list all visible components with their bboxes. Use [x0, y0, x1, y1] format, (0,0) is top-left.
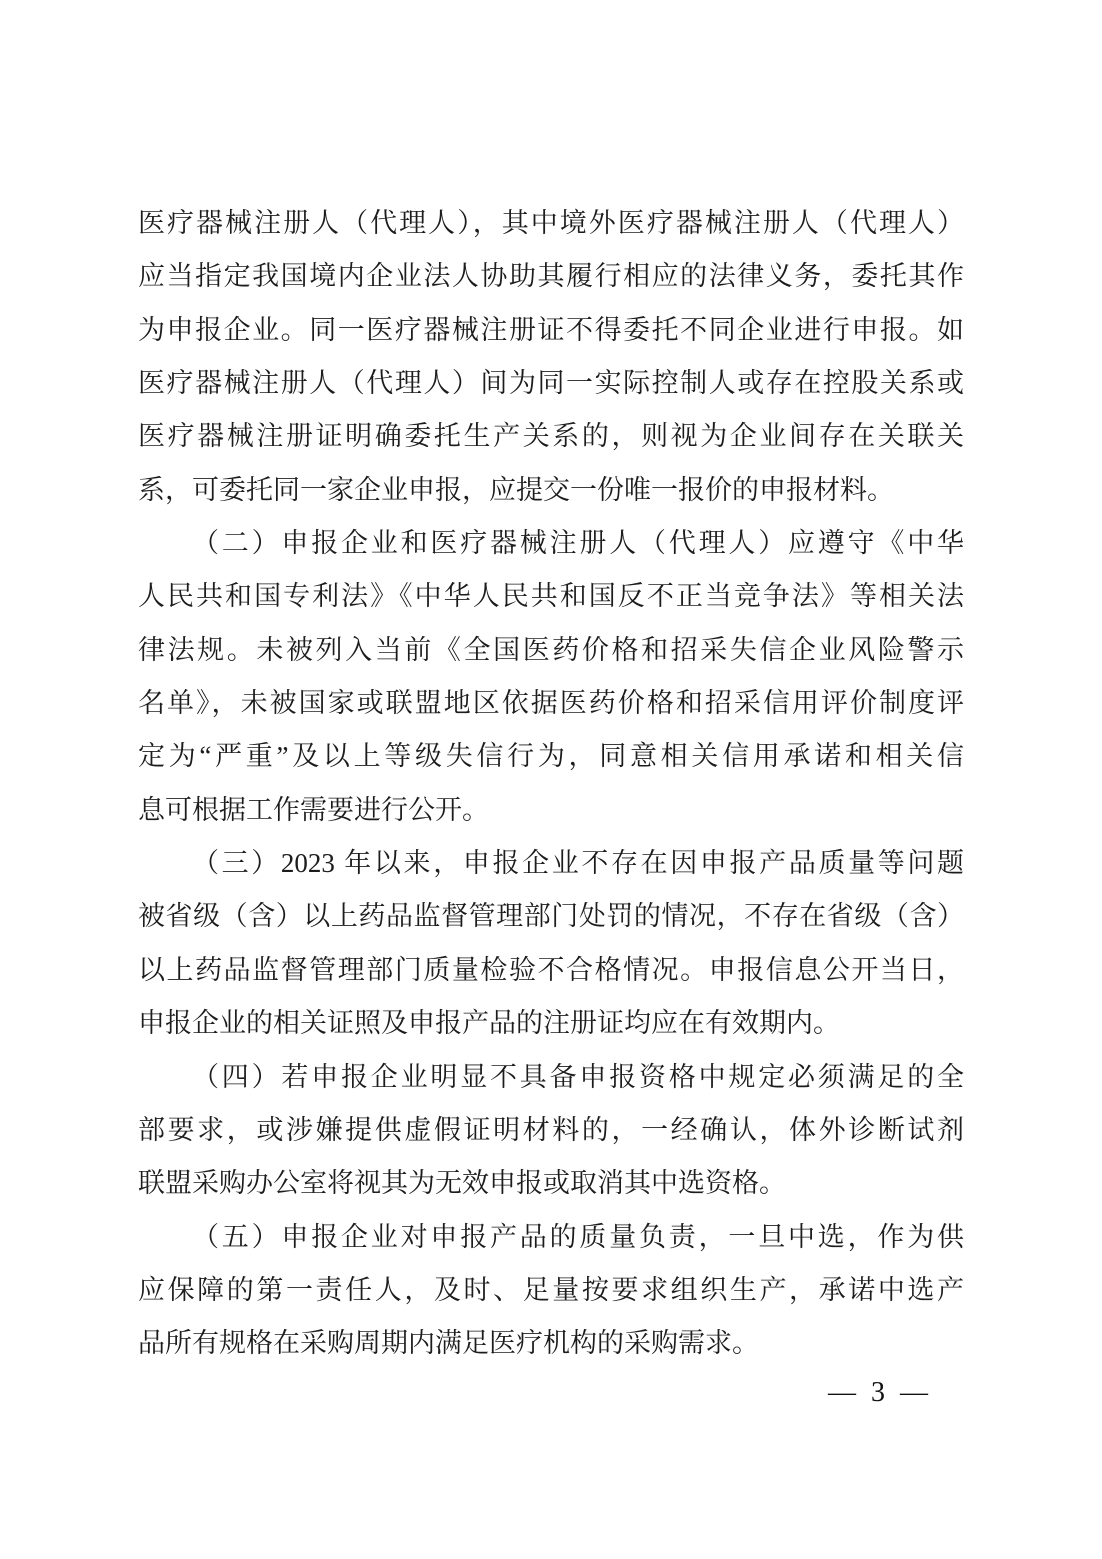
text-line: 应保障的第一责任人，及时、足量按要求组织生产，承诺中选产 [138, 1274, 964, 1305]
paragraph [138, 1211, 964, 1371]
text-line: 系，可委托同一家企业申报，应提交一份唯一报价的申报材料。 [138, 474, 894, 505]
text-line: 息可根据工作需要进行公开。 [138, 794, 489, 825]
text-line: （三）2023 年以来，申报企业不存在因申报产品质量等问题 [192, 848, 964, 879]
page-number: — 3 — [828, 1377, 932, 1408]
text-line: 以上药品监督管理部门质量检验不合格情况。申报信息公开当日， [138, 954, 964, 985]
text-line: （二）申报企业和医疗器械注册人（代理人）应遵守《中华 [192, 528, 964, 559]
paragraph [138, 517, 964, 837]
text-line: 联盟采购办公室将视其为无效申报或取消其中选资格。 [138, 1168, 786, 1199]
text-line: 医疗器械注册证明确委托生产关系的，则视为企业间存在关联关 [138, 421, 964, 452]
text-line: 律法规。未被列入当前《全国医药价格和招采失信企业风险警示 [138, 634, 964, 665]
paragraph [138, 197, 964, 517]
text-line: 申报企业的相关证照及申报产品的注册证均应在有效期内。 [138, 1008, 840, 1039]
document-body [138, 197, 964, 1371]
text-line: 部要求，或涉嫌提供虚假证明材料的，一经确认，体外诊断试剂 [138, 1114, 964, 1145]
text-line: 品所有规格在采购周期内满足医疗机构的采购需求。 [138, 1328, 759, 1359]
text-line: （五）申报企业对申报产品的质量负责，一旦中选，作为供 [192, 1221, 964, 1252]
paragraph [138, 837, 964, 1050]
text-line: 应当指定我国境内企业法人协助其履行相应的法律义务，委托其作 [138, 261, 964, 292]
text-line: 被省级（含）以上药品监督管理部门处罚的情况，不存在省级（含） [138, 901, 964, 932]
paragraph [138, 1051, 964, 1211]
text-line: （四）若申报企业明显不具备申报资格中规定必须满足的全 [192, 1061, 964, 1092]
text-line: 医疗器械注册人（代理人）间为同一实际控制人或存在控股关系或 [138, 368, 964, 399]
text-line: 为申报企业。同一医疗器械注册证不得委托不同企业进行申报。如 [138, 314, 964, 345]
text-line: 名单》，未被国家或联盟地区依据医药价格和招采信用评价制度评 [138, 688, 964, 719]
text-line: 医疗器械注册人（代理人），其中境外医疗器械注册人（代理人） [138, 208, 964, 238]
text-line: 定为“严重”及以上等级失信行为，同意相关信用承诺和相关信 [138, 741, 964, 772]
text-line: 人民共和国专利法》《中华人民共和国反不正当竞争法》等相关法 [138, 581, 964, 612]
